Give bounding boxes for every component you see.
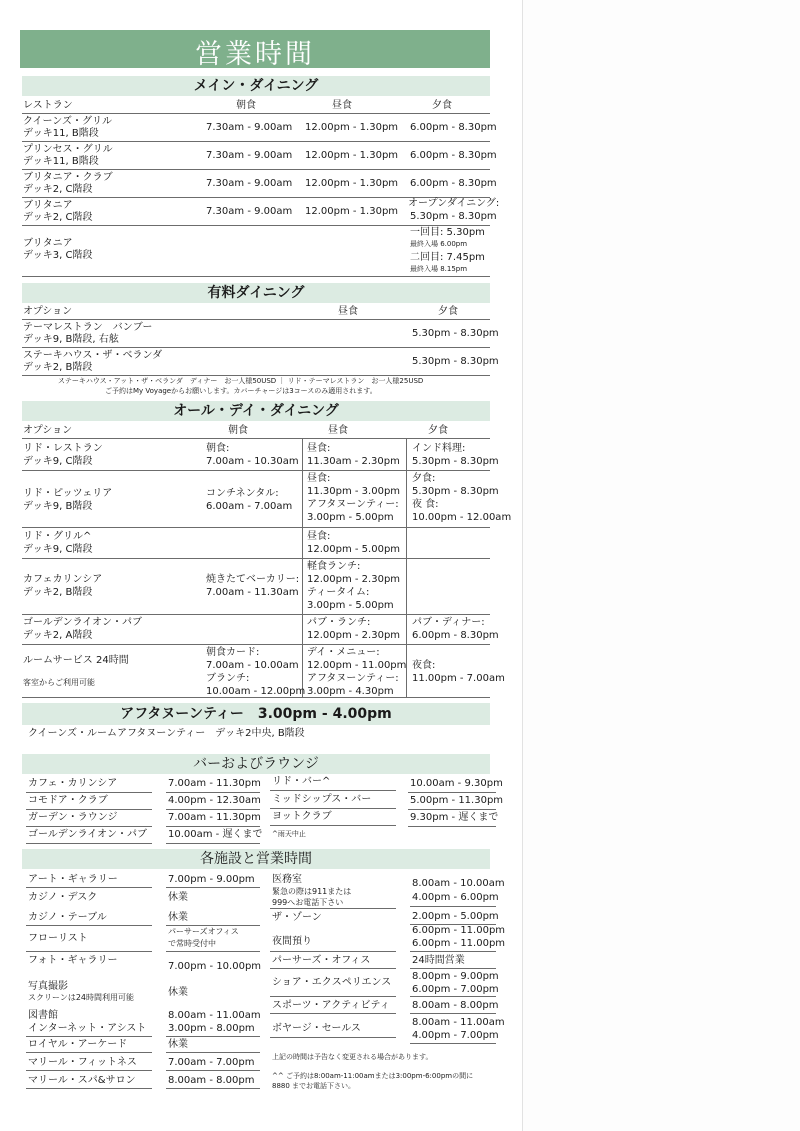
col-header-option: オプション	[23, 425, 73, 436]
afternoon-tea-heading: アフタヌーンティー 3.00pm - 4.00pm	[22, 703, 490, 725]
brunch-label: ブランチ:	[206, 673, 250, 684]
lunch-time: 12.00pm - 5.00pm	[307, 544, 401, 555]
underline	[166, 843, 260, 844]
facility-time: 2.00pm - 5.00pm	[412, 911, 499, 922]
divider	[22, 470, 490, 471]
lunch-time: 12.00pm - 2.30pm	[307, 574, 401, 585]
option-sub: 客室からご利用可能	[23, 678, 95, 687]
facility-name: 夜間預り	[272, 936, 312, 947]
underline	[410, 1013, 496, 1014]
afternoon-tea-line: クイーンズ・ルームアフタヌーンティー デッキ2中央, B階段	[28, 728, 305, 739]
main-dining-heading: メイン・ダイニング	[22, 76, 490, 96]
facility-name: インターネット・アシスト	[28, 1023, 147, 1034]
facility-name: 医務室	[272, 874, 302, 885]
lunch-label: 昼食:	[307, 531, 331, 542]
underline	[270, 790, 396, 791]
breakfast-time: 7.00am - 11.30am	[206, 587, 299, 598]
dinner-label: 夜食:	[412, 660, 436, 671]
divider	[22, 169, 490, 170]
underline	[408, 792, 496, 793]
bar-time: 5.00pm - 11.30pm	[410, 795, 504, 806]
underline	[410, 1043, 496, 1044]
facility-time: 7.00am - 7.00pm	[168, 1057, 255, 1068]
page-edge	[522, 0, 523, 1131]
price-note: ステーキハウス・アット・ザ・ベランダ ディナー お一人様50USD ｜ リド・テーマレストラン お一人様25USD	[58, 377, 424, 385]
facility-name: 図書館	[28, 1010, 58, 1021]
bar-name: ゴールデンライオン・パブ	[28, 829, 147, 840]
underline	[26, 843, 152, 844]
lunch-time: 12.00pm - 11.00pm	[307, 660, 407, 671]
title-banner	[20, 30, 490, 68]
breakfast-time: 6.00am - 7.00am	[206, 501, 293, 512]
bar-time: 10.00am - 遅くまで	[168, 829, 263, 840]
facility-name: カジノ・テーブル	[28, 912, 107, 923]
facility-time: 8.00am - 11.00am	[168, 1010, 261, 1021]
option-name: ステーキハウス・ザ・ベランダ	[23, 350, 163, 361]
facility-time: パーサーズオフィス	[168, 927, 239, 936]
option-name: リド・レストラン	[23, 443, 103, 454]
underline	[270, 1013, 396, 1014]
footnote: ^^ ご予約は8:00am-11:00amまたは3:00pm-6:00pmの間に	[272, 1072, 474, 1080]
underline	[166, 826, 260, 827]
bar-time: 7.00am - 11.30pm	[168, 812, 261, 823]
divider	[22, 225, 490, 226]
dinner-time: 6.00pm - 8.30pm	[412, 630, 499, 641]
divider	[22, 644, 490, 645]
divider	[22, 141, 490, 142]
facility-name: ロイヤル・アーケード	[28, 1039, 128, 1050]
underline	[270, 825, 396, 826]
dinner-time: 6.00pm - 8.30pm	[410, 150, 497, 161]
breakfast-time: 7.00am - 10.00am	[206, 660, 299, 671]
facility-time: 休業	[168, 892, 188, 903]
facility-name: スポーツ・アクティビティ	[272, 1000, 390, 1011]
lunch-time: 12.00pm - 1.30pm	[305, 122, 399, 133]
facility-time: 休業	[168, 987, 188, 998]
option-deck: デッキ2, B階段	[23, 362, 93, 373]
dinner-time: 5.30pm - 8.30pm	[412, 486, 499, 497]
divider	[22, 697, 490, 698]
underline	[410, 996, 496, 997]
bar-time: 4.00pm - 12.30am	[168, 795, 261, 806]
lunch-label: 軽食ランチ:	[307, 561, 361, 572]
facility-name: ショア・エクスペリエンス	[272, 977, 392, 988]
facility-name: アート・ギャラリー	[28, 874, 118, 885]
restaurant-name: ブリタニア	[23, 200, 73, 211]
facility-time: 3.00pm - 8.00pm	[168, 1023, 255, 1034]
col-header-dinner: 夕食	[432, 100, 452, 111]
facility-name-sub: 999へお電話下さい	[272, 898, 344, 907]
first-last-entry: 最終入場 6.00pm	[410, 240, 468, 248]
facility-time: 8.00am - 8.00pm	[168, 1075, 255, 1086]
tea-time: 3.00pm - 5.00pm	[307, 600, 394, 611]
restaurant-deck: デッキ11, B階段	[23, 128, 99, 139]
page-title: 営業時間	[195, 39, 315, 70]
bar-name: ガーデン・ラウンジ	[28, 812, 118, 823]
facility-time: 4.00pm - 7.00pm	[412, 1030, 499, 1041]
lunch-label: パブ・ランチ:	[307, 617, 371, 628]
underline	[408, 809, 496, 810]
facility-name: ザ・ゾーン	[272, 912, 322, 923]
facilities-heading: 各施設と営業時間	[22, 849, 490, 869]
breakfast-label: 朝食:	[206, 443, 230, 454]
restaurant-name: ブリタニア	[23, 238, 73, 249]
dinner-label: オープンダイニング:	[408, 198, 500, 209]
tea-time: 3.00pm - 5.00pm	[307, 512, 394, 523]
facility-time: 8.00am - 10.00am	[412, 878, 505, 889]
underline	[270, 951, 396, 952]
paid-dining-heading: 有料ダイニング	[22, 283, 490, 303]
option-deck: デッキ9, C階段	[23, 544, 93, 555]
restaurant-deck: デッキ3, C階段	[23, 250, 93, 261]
divider	[22, 527, 490, 528]
col-header-dinner: 夕食	[438, 306, 458, 317]
underline	[166, 925, 260, 926]
dinner-time: 6.00pm - 8.30pm	[410, 178, 497, 189]
underline	[26, 1052, 152, 1053]
col-header-breakfast: 朝食	[236, 100, 256, 111]
divider	[22, 113, 490, 114]
facility-name: フローリスト	[28, 933, 88, 944]
breakfast-time: 7.30am - 9.00am	[206, 206, 293, 217]
facility-time: 6.00pm - 7.00pm	[412, 984, 499, 995]
bar-name: ヨットクラブ	[272, 811, 332, 822]
divider	[22, 276, 490, 277]
underline	[166, 809, 260, 810]
facility-time: 24時間営業	[412, 955, 465, 966]
underline	[270, 1037, 396, 1038]
facility-name: マリール・スパ&サロン	[28, 1075, 136, 1086]
facility-name: カジノ・デスク	[28, 892, 98, 903]
second-last-entry: 最終入場 8.15pm	[410, 265, 468, 273]
underline	[166, 792, 260, 793]
tea-time: 3.00pm - 4.30pm	[307, 686, 394, 697]
underline	[166, 1036, 260, 1037]
late-time: 10.00pm - 12.00am	[412, 512, 512, 523]
facility-time: 6.00pm - 11.00pm	[412, 925, 506, 936]
col-header-option: オプション	[23, 306, 73, 317]
dinner-time: 5.30pm - 8.30pm	[412, 356, 499, 367]
lunch-time: 12.00pm - 1.30pm	[305, 150, 399, 161]
facility-time: 4.00pm - 6.00pm	[412, 892, 499, 903]
option-deck: デッキ9, B階段, 右舷	[23, 334, 119, 345]
second-seating: 二回目: 7.45pm	[410, 252, 485, 263]
bars-heading: バーおよびラウンジ	[22, 754, 490, 774]
underline	[270, 996, 396, 997]
facility-time: 7.00pm - 9.00pm	[168, 874, 255, 885]
option-name: カフェカリンシア	[23, 574, 103, 585]
restaurant-deck: デッキ2, C階段	[23, 184, 93, 195]
footnote: 8880 までお電話下さい。	[272, 1082, 356, 1090]
underline	[26, 1088, 152, 1089]
underline	[270, 908, 396, 909]
facility-time-sub: で常時受付中	[168, 939, 216, 948]
col-header-lunch: 昼食	[328, 425, 348, 436]
option-deck: デッキ9, C階段	[23, 456, 93, 467]
bar-time: 7.00am - 11.30pm	[168, 778, 261, 789]
lunch-time: 12.00pm - 2.30pm	[307, 630, 401, 641]
option-name: ゴールデンライオン・パブ	[23, 617, 142, 628]
column-divider	[406, 438, 407, 697]
brunch-time: 10.00am - 12.00pm	[206, 686, 306, 697]
bar-name: コモドア・クラブ	[28, 795, 108, 806]
dinner-time: 5.30pm - 8.30pm	[412, 456, 499, 467]
rain-note: ^雨天中止	[272, 830, 306, 838]
bar-time: 10.00am - 9.30pm	[410, 778, 503, 789]
first-seating: 一回目: 5.30pm	[410, 227, 485, 238]
divider	[22, 319, 490, 320]
underline	[408, 826, 496, 827]
tea-label: ティータイム:	[307, 587, 370, 598]
dinner-label: インド料理:	[412, 443, 466, 454]
option-name: リド・グリル^	[23, 531, 92, 542]
divider	[22, 558, 490, 559]
facility-name: フォト・ギャラリー	[28, 955, 118, 966]
breakfast-time: 7.30am - 9.00am	[206, 150, 293, 161]
facility-time: 8.00pm - 9.00pm	[412, 971, 499, 982]
dinner-time: 5.30pm - 8.30pm	[410, 211, 497, 222]
option-name: ルームサービス 24時間	[23, 655, 129, 666]
underline	[26, 792, 152, 793]
option-deck: デッキ9, B階段	[23, 501, 93, 512]
bar-name: リド・バー^	[272, 776, 331, 787]
lunch-label: 昼食:	[307, 443, 331, 454]
late-label: 夜 食:	[412, 499, 439, 510]
dinner-time: 5.30pm - 8.30pm	[412, 328, 499, 339]
option-deck: デッキ2, B階段	[23, 587, 93, 598]
breakfast-label: 焼きたてベーカリー:	[206, 574, 300, 585]
facility-name: ボヤージ・セールス	[272, 1023, 361, 1034]
facility-time: 8.00am - 11.00am	[412, 1017, 505, 1028]
divider	[22, 375, 490, 376]
lunch-time: 12.00pm - 1.30pm	[305, 206, 399, 217]
facility-time: 8.00am - 8.00pm	[412, 1000, 499, 1011]
underline	[26, 809, 152, 810]
underline	[26, 826, 152, 827]
restaurant-name: プリンセス・グリル	[23, 144, 113, 155]
tea-label: アフタヌーンティー:	[307, 499, 399, 510]
divider	[22, 614, 490, 615]
restaurant-name: クイーンズ・グリル	[23, 116, 112, 127]
underline	[166, 1052, 260, 1053]
facility-name-sub: 緊急の際は911または	[272, 887, 352, 896]
underline	[410, 951, 496, 952]
breakfast-label: コンチネンタル:	[206, 488, 279, 499]
restaurant-name: ブリタニア・クラブ	[23, 172, 113, 183]
underline	[410, 968, 496, 969]
facility-name: マリール・フィットネス	[28, 1057, 137, 1068]
divider	[22, 347, 490, 348]
option-name: テーマレストラン バンブー	[23, 322, 153, 333]
bar-name: ミッドシップス・バー	[272, 794, 372, 805]
divider	[22, 438, 490, 439]
facility-time: 7.00pm - 10.00pm	[168, 961, 262, 972]
facility-time: 6.00pm - 11.00pm	[412, 938, 506, 949]
col-header-dinner: 夕食	[428, 425, 448, 436]
footnote: 上記の時間は予告なく変更される場合があります。	[272, 1053, 433, 1061]
underline	[166, 1088, 260, 1089]
facility-name: 写真撮影	[28, 981, 68, 992]
underline	[26, 925, 152, 926]
underline	[166, 887, 260, 888]
col-header-breakfast: 朝食	[228, 425, 248, 436]
column-divider	[302, 438, 303, 697]
facility-name: パーサーズ・オフィス	[272, 955, 371, 966]
underline	[26, 1036, 152, 1037]
reservation-note: ご予約はMy Voyageからお願いします。カバーチャージは3コースのみ適用されます。	[105, 387, 377, 395]
underline	[26, 887, 152, 888]
facility-time: 休業	[168, 912, 188, 923]
underline	[166, 951, 260, 952]
breakfast-time: 7.30am - 9.00am	[206, 122, 293, 133]
lunch-time: 12.00pm - 1.30pm	[305, 178, 399, 189]
underline	[26, 951, 152, 952]
col-header-restaurant: レストラン	[23, 100, 73, 111]
dinner-time: 6.00pm - 8.30pm	[410, 122, 497, 133]
col-header-lunch: 昼食	[332, 100, 352, 111]
dinner-time: 11.00pm - 7.00am	[412, 673, 505, 684]
option-name: リド・ピッツェリア	[23, 488, 113, 499]
all-day-dining-heading: オール・デイ・ダイニング	[22, 401, 490, 421]
bar-name: カフェ・カリンシア	[28, 778, 118, 789]
facility-time: 休業	[168, 1039, 188, 1050]
underline	[166, 1070, 260, 1071]
col-header-lunch: 昼食	[338, 306, 358, 317]
underline	[26, 1070, 152, 1071]
lunch-label: 昼食:	[307, 473, 331, 484]
underline	[270, 968, 396, 969]
lunch-label: デイ・メニュー:	[307, 647, 380, 658]
bar-time: 9.30pm - 遅くまで	[410, 812, 499, 823]
facility-name-sub: スクリーンは24時間利用可能	[28, 993, 135, 1002]
tea-label: アフタヌーンティー:	[307, 673, 399, 684]
lunch-time: 11.30am - 2.30pm	[307, 456, 400, 467]
underline	[410, 906, 496, 907]
breakfast-time: 7.00am - 10.30am	[206, 456, 299, 467]
dinner-label: 夕食:	[412, 473, 436, 484]
lunch-time: 11.30pm - 3.00pm	[307, 486, 401, 497]
underline	[270, 808, 396, 809]
restaurant-deck: デッキ11, B階段	[23, 156, 99, 167]
breakfast-time: 7.30am - 9.00am	[206, 178, 293, 189]
breakfast-label: 朝食カード:	[206, 647, 260, 658]
dinner-label: パブ・ディナー:	[412, 617, 485, 628]
restaurant-deck: デッキ2, C階段	[23, 212, 93, 223]
option-deck: デッキ2, A階段	[23, 630, 93, 641]
